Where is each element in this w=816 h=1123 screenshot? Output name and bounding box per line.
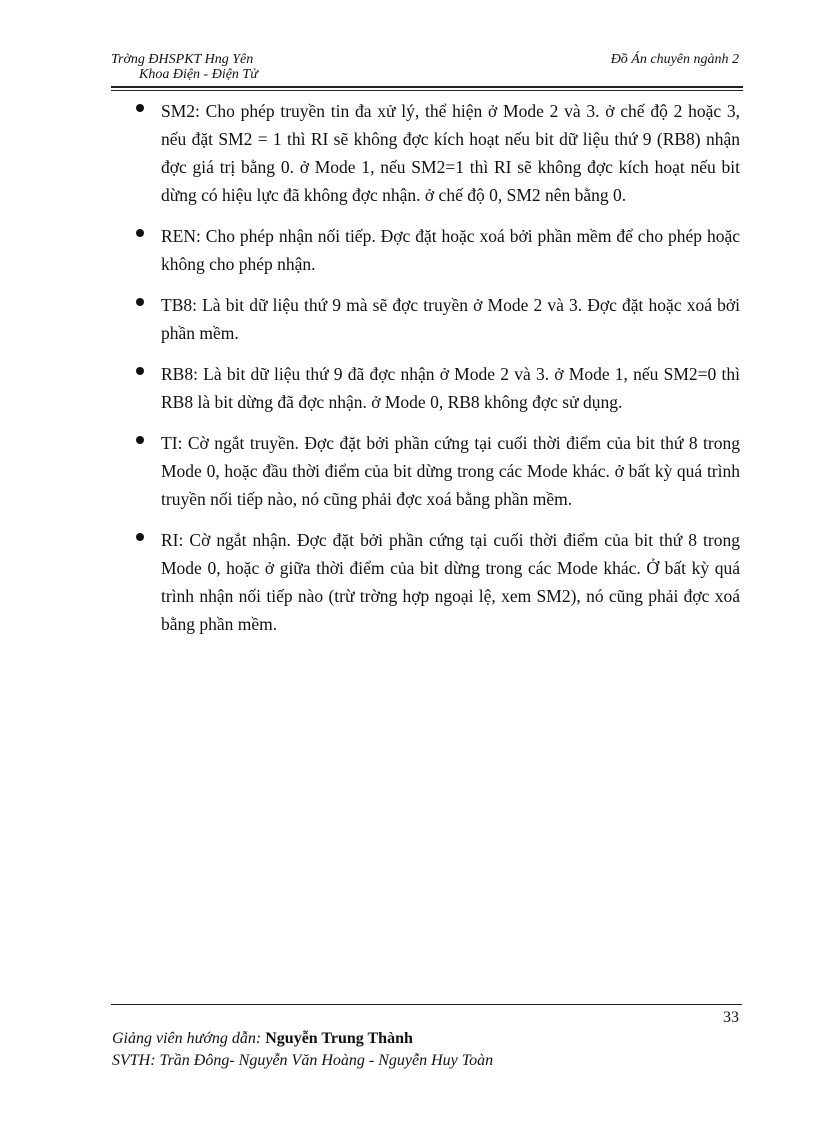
bullet-list [134, 97, 740, 651]
footer-divider [111, 1004, 742, 1005]
header-divider [111, 86, 743, 88]
advisor-label: Giảng viên hướng dẫn: [112, 1030, 266, 1047]
bullet-text: RI: Cờ ngắt nhận. Đợc đặt bởi phần cứng tại cuối thời điểm của bit thứ 8 trong Mode 0, hoặc ở giữa thời điểm của bit dừng trong các Mode khác. Ở bất kỳ quá trình nhận nối tiếp nào (trừ trờng hợp ngoại lệ, xem SM2), nó cũng phải đợc xoá bằng phần mềm. [161, 530, 740, 634]
advisor-name: Nguyễn Trung Thành [265, 1030, 413, 1047]
bullet-item-rb8 [134, 360, 740, 416]
bullet-item-tb8 [134, 291, 740, 347]
bullet-text: RB8: Là bit dữ liệu thứ 9 đã đợc nhận ở Mode 2 và 3. ở Mode 1, nếu SM2=0 thì RB8 là bit dừng đã đợc nhận. ở Mode 0, RB8 không đợc sử dụng. [161, 364, 740, 412]
bullet-text: SM2: Cho phép truyền tin đa xử lý, thể hiện ở Mode 2 và 3. ở chế độ 2 hoặc 3, nếu đặt SM2 = 1 thì RI sẽ không đợc kích hoạt nếu bit dữ liệu thứ 9 (RB8) nhận đợc giá trị bằng 0. ở Mode 1, nếu SM2=1 thì RI sẽ không đợc kích hoạt nếu bit dừng có hiệu lực đã không đợc nhận. ở chế độ 0, SM2 nên bằng 0. [161, 101, 740, 205]
page-number: 33 [723, 1009, 739, 1026]
bullet-text: REN: Cho phép nhận nối tiếp. Đợc đặt hoặc xoá bởi phần mềm để cho phép hoặc không cho phép nhận. [161, 226, 740, 274]
header-project-title: Đồ Án chuyên ngành 2 [610, 52, 739, 67]
bullet-item-sm2 [134, 97, 740, 209]
bullet-item-ti [134, 429, 740, 513]
header-divider-thin [111, 90, 743, 91]
bullet-icon [136, 229, 144, 237]
bullet-icon [136, 298, 144, 306]
bullet-item-ren [134, 222, 740, 278]
bullet-text: TB8: Là bit dữ liệu thứ 9 mà sẽ đợc truyền ở Mode 2 và 3. Đợc đặt hoặc xoá bởi phần mềm. [161, 295, 740, 343]
bullet-icon [136, 436, 144, 444]
header-faculty: Khoa Điện - Điện Tử [139, 67, 258, 82]
bullet-icon [136, 104, 144, 112]
bullet-text: TI: Cờ ngắt truyền. Đợc đặt bởi phần cứng tại cuối thời điểm của bit thứ 8 trong Mode 0, hoặc đầu thời điểm của bit dừng trong các Mode khác. ở bất kỳ quá trình truyền nối tiếp nào, nó cũng phải đợc xoá bằng phần mềm. [161, 433, 740, 509]
bullet-icon [136, 533, 144, 541]
bullet-icon [136, 367, 144, 375]
page-header [111, 52, 743, 92]
footer-advisor [112, 1030, 413, 1048]
bullet-item-ri [134, 526, 740, 638]
footer-students: SVTH: Trần Đông- Nguyễn Văn Hoàng - Nguyễn Huy Toàn [112, 1052, 494, 1069]
header-school: Trờng ĐHSPKT Hng Yên [111, 52, 254, 67]
